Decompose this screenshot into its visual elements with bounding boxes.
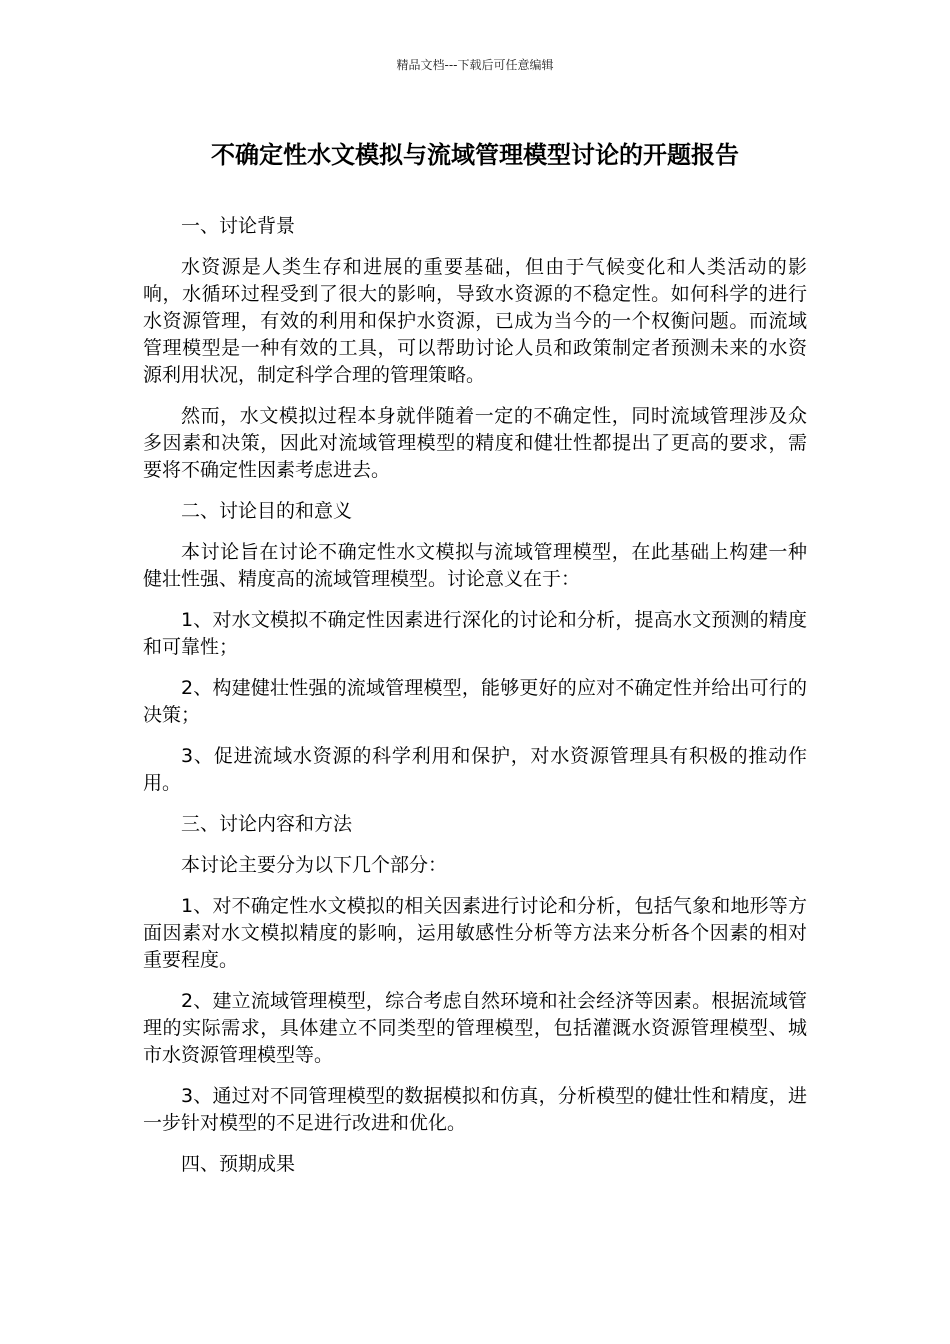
list-item: 1、对不确定性水文模拟的相关因素进行讨论和分析，包括气象和地形等方面因素对水文模拟精度的影响，运用敏感性分析等方法来分析各个因素的相对重要程度。 — [143, 895, 807, 971]
paragraph: 本讨论主要分为以下几个部分： — [181, 854, 448, 876]
section-heading-expected-results: 四、预期成果 — [181, 1153, 296, 1175]
document-body — [143, 213, 807, 1192]
list-item: 2、建立流域管理模型，综合考虑自然环境和社会经济等因素。根据流域管理的实际需求，具体建立不同类型的管理模型，包括灌溉水资源管理模型、城市水资源管理模型等。 — [143, 990, 807, 1066]
section-heading-content-methods: 三、讨论内容和方法 — [181, 813, 353, 835]
page-header: 精品文档---下载后可任意编辑 — [396, 58, 554, 72]
list-item: 3、促进流域水资源的科学利用和保护，对水资源管理具有积极的推动作用。 — [143, 745, 807, 794]
document-title: 不确定性水文模拟与流域管理模型讨论的开题报告 — [211, 141, 739, 169]
section-heading-background: 一、讨论背景 — [181, 215, 296, 237]
section-heading-purpose: 二、讨论目的和意义 — [181, 500, 353, 522]
paragraph: 然而，水文模拟过程本身就伴随着一定的不确定性，同时流域管理涉及众多因素和决策，因此对流域管理模型的精度和健壮性都提出了更高的要求，需要将不确定性因素考虑进去。 — [143, 405, 807, 481]
paragraph: 本讨论旨在讨论不确定性水文模拟与流域管理模型，在此基础上构建一种健壮性强、精度高的流域管理模型。讨论意义在于： — [143, 541, 807, 590]
list-item: 1、对水文模拟不确定性因素进行深化的讨论和分析，提高水文预测的精度和可靠性； — [143, 609, 807, 658]
list-item: 2、构建健壮性强的流域管理模型，能够更好的应对不确定性并给出可行的决策； — [143, 677, 807, 726]
list-item: 3、通过对不同管理模型的数据模拟和仿真，分析模型的健壮性和精度，进一步针对模型的不足进行改进和优化。 — [143, 1085, 807, 1134]
paragraph: 水资源是人类生存和进展的重要基础，但由于气候变化和人类活动的影响，水循环过程受到了很大的影响，导致水资源的不稳定性。如何科学的进行水资源管理，有效的利用和保护水资源，已成为当今的一个权衡问题。而流域管理模型是一种有效的工具，可以帮助讨论人员和政策制定者预测未来的水资源利用状况，制定科学合理的管理策略。 — [143, 256, 807, 386]
